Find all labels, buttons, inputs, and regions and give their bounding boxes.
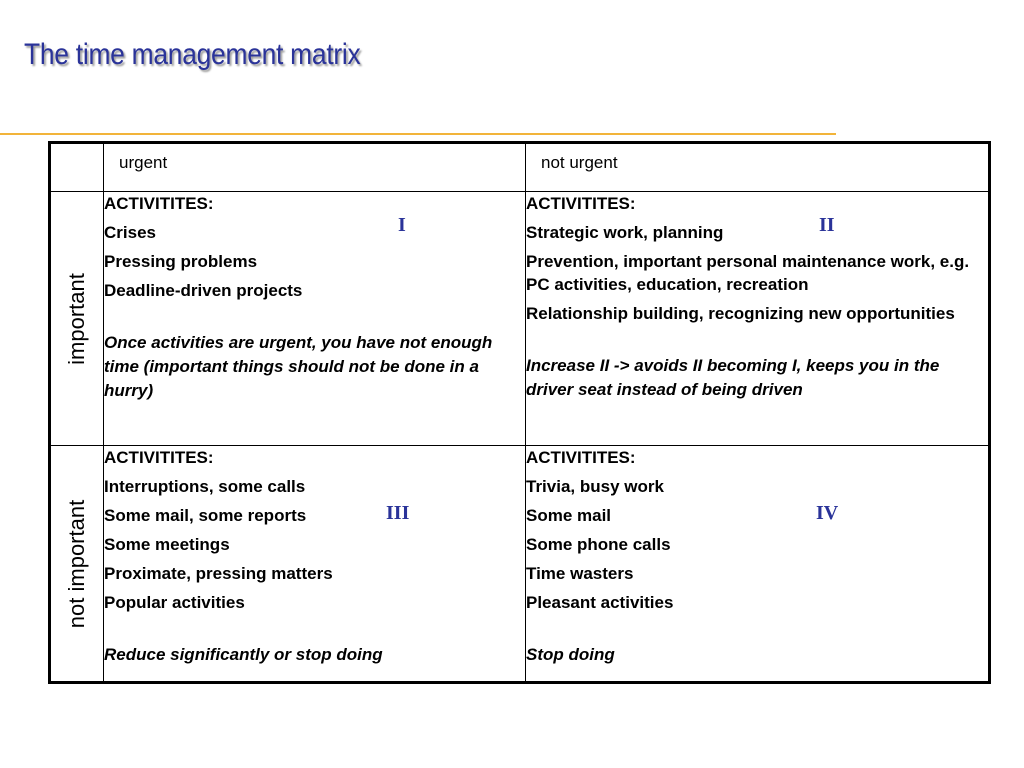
quadrant-note: Increase II -> avoids II becoming I, keeps you in the driver seat instead of being driven [526, 356, 940, 399]
activity-item: Interruptions, some calls [104, 477, 306, 496]
activity-item: Deadline-driven projects [104, 281, 303, 300]
title-divider [0, 133, 836, 135]
corner-cell [50, 143, 104, 192]
activity-item: Some mail [526, 506, 612, 525]
quadrant-note: Once activities are urgent, you have not enough time (important things should not be done in a hurry) [104, 333, 493, 400]
row-important [50, 192, 990, 446]
column-header-not-urgent: not urgent [526, 143, 990, 192]
row-header-not-important [50, 446, 104, 683]
time-management-matrix [48, 141, 991, 684]
column-header-urgent: urgent [104, 143, 526, 192]
activity-item: Prevention, important personal maintenance work, e.g. PC activities, education, recreation [526, 252, 970, 294]
activity-item: Popular activities [104, 593, 245, 612]
quadrant-numeral-IV: IV [816, 502, 839, 524]
quadrant-note: Stop doing [526, 645, 615, 664]
quadrant-III [104, 446, 526, 683]
quadrant-note: Reduce significantly or stop doing [104, 645, 383, 664]
row-label-not-important: not important [64, 499, 89, 628]
quadrant-heading: ACTIVITITES: [526, 194, 636, 213]
activity-item: Pressing problems [104, 252, 258, 271]
quadrant-heading: ACTIVITITES: [104, 448, 214, 467]
activity-item: Time wasters [526, 564, 634, 583]
activity-item: Pleasant activities [526, 593, 674, 612]
page-title: The time management matrix [24, 38, 361, 71]
quadrant-heading: ACTIVITITES: [104, 194, 214, 213]
activity-item: Some phone calls [526, 535, 671, 554]
row-not-important [50, 446, 990, 683]
activity-item: Strategic work, planning [526, 223, 724, 242]
row-label-important: important [64, 272, 89, 365]
quadrant-numeral-III: III [386, 502, 410, 524]
activity-item: Relationship building, recognizing new opportunities [526, 304, 955, 323]
quadrant-II [526, 192, 990, 446]
quadrant-IV [526, 446, 990, 683]
activity-item: Proximate, pressing matters [104, 564, 333, 583]
activity-item: Crises [104, 223, 156, 242]
quadrant-numeral-I: I [398, 214, 406, 236]
activity-item: Some mail, some reports [104, 506, 307, 525]
activity-item: Trivia, busy work [526, 477, 664, 496]
header-row [50, 143, 990, 192]
quadrant-I [104, 192, 526, 446]
row-header-important [50, 192, 104, 446]
quadrant-heading: ACTIVITITES: [526, 448, 636, 467]
activity-item: Some meetings [104, 535, 230, 554]
quadrant-numeral-II: II [819, 214, 835, 236]
